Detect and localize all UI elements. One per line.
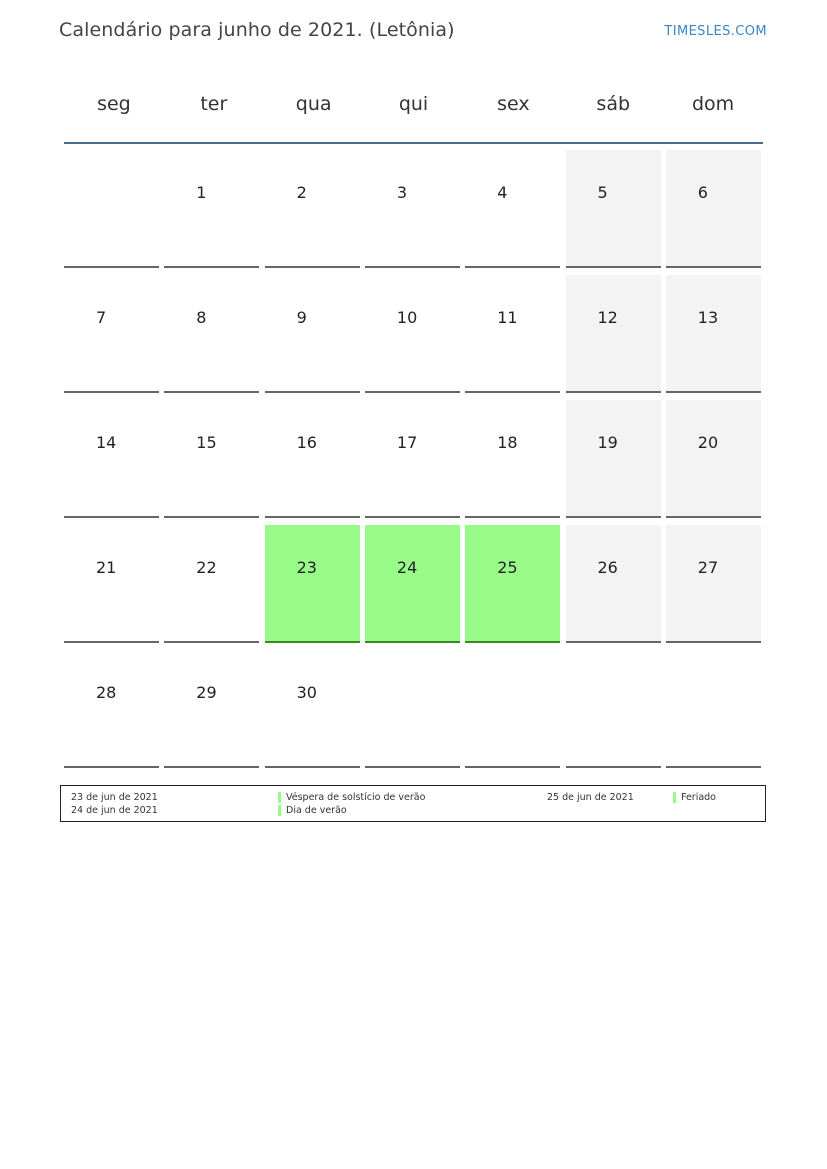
day-number: 5 [597, 183, 608, 202]
day-number: 3 [396, 183, 408, 202]
day-number: 26 [597, 558, 618, 577]
day-number: 12 [597, 308, 618, 327]
day-number: 4 [497, 183, 508, 202]
weekday-tue: ter [200, 93, 228, 115]
day-number: 25 [497, 558, 518, 577]
day-number: 19 [597, 433, 618, 452]
day-cell [164, 400, 259, 518]
day-number: 7 [96, 308, 107, 327]
legend-date-1: 23 de jun de 2021 [71, 792, 158, 803]
day-cell [164, 525, 259, 643]
site-link[interactable]: TIMESLES.COM [664, 24, 767, 39]
day-number: 23 [296, 558, 317, 577]
day-number: 30 [296, 683, 317, 702]
day-cell [365, 275, 460, 393]
empty-day-cell [465, 650, 560, 768]
day-cell [265, 650, 360, 768]
day-number: 10 [396, 308, 418, 327]
legend-date-2: 24 de jun de 2021 [71, 805, 158, 816]
day-number: 14 [96, 433, 117, 452]
day-cell [365, 525, 460, 643]
day-cell [265, 400, 360, 518]
day-number: 9 [296, 308, 307, 327]
day-number: 2 [296, 183, 307, 202]
day-number: 8 [196, 308, 207, 327]
day-number: 6 [697, 183, 708, 202]
day-number: 11 [497, 308, 518, 327]
day-number: 24 [396, 558, 418, 577]
day-cell [64, 650, 159, 768]
legend-swatch-3 [673, 792, 676, 803]
legend-swatch-2 [278, 805, 281, 816]
empty-day-cell [64, 150, 159, 268]
day-cell [265, 275, 360, 393]
day-number: 17 [396, 433, 418, 452]
day-cell [566, 150, 661, 268]
day-number: 22 [196, 558, 217, 577]
day-cell [666, 400, 761, 518]
day-cell [64, 525, 159, 643]
day-number: 18 [497, 433, 518, 452]
weekday-thu: qui [398, 93, 429, 115]
day-number: 27 [697, 558, 719, 577]
day-cell [566, 400, 661, 518]
day-cell [666, 150, 761, 268]
empty-day-cell [666, 650, 761, 768]
day-cell [465, 150, 560, 268]
day-cell [465, 400, 560, 518]
day-number: 20 [697, 433, 719, 452]
day-cell [365, 400, 460, 518]
day-number: 15 [196, 433, 217, 452]
weekday-mon: seg [97, 93, 131, 115]
day-cell [64, 400, 159, 518]
day-number: 28 [96, 683, 117, 702]
day-cell [666, 525, 761, 643]
empty-day-cell [365, 650, 460, 768]
empty-day-cell [566, 650, 661, 768]
day-cell [265, 150, 360, 268]
day-cell [365, 150, 460, 268]
weekday-header [64, 80, 763, 142]
legend-box [60, 785, 766, 822]
legend-name-3: Feriado [681, 792, 716, 803]
weekday-sun: dom [691, 93, 735, 115]
day-cell [566, 525, 661, 643]
legend-date-3: 25 de jun de 2021 [547, 792, 634, 803]
weekday-sat: sáb [596, 93, 631, 115]
day-cell [164, 650, 259, 768]
day-cell [465, 275, 560, 393]
weekday-fri: sex [497, 93, 530, 115]
page-title: Calendário para junho de 2021. (Letônia) [59, 19, 455, 41]
day-number: 1 [196, 183, 207, 202]
day-cell [265, 525, 360, 643]
legend-name-1: Véspera de solstício de verão [286, 792, 426, 803]
day-number: 21 [96, 558, 117, 577]
day-cell [666, 275, 761, 393]
day-cell [465, 525, 560, 643]
day-cell [64, 275, 159, 393]
weekday-wed: qua [295, 93, 332, 115]
day-number: 29 [196, 683, 217, 702]
day-cell [164, 150, 259, 268]
legend-swatch-1 [278, 792, 281, 803]
day-cell [164, 275, 259, 393]
legend-name-2: Dia de verão [286, 805, 347, 816]
day-cell [566, 275, 661, 393]
day-number: 13 [697, 308, 719, 327]
header-divider [64, 142, 763, 144]
day-number: 16 [296, 433, 317, 452]
